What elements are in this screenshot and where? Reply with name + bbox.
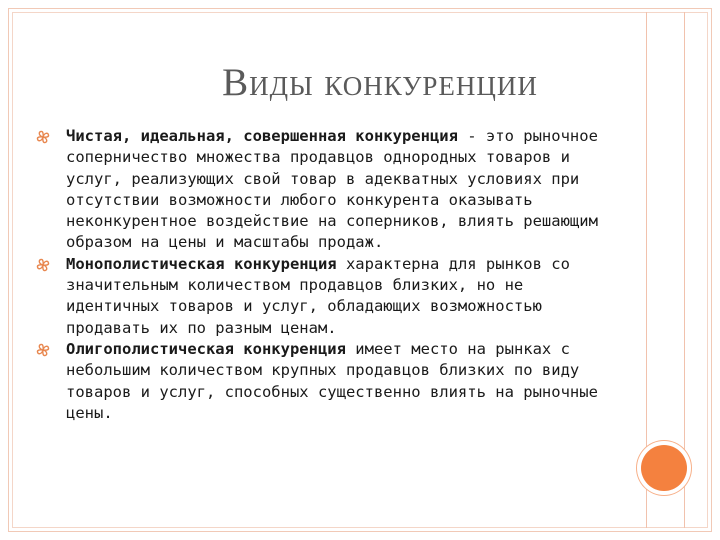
- definition-text: - это рыночное соперничество множества продавцов однородных товаров и услуг, реализующих свой товар в адекватных условиях при отсутствии возможности любого конкурента оказывать неконкурентное воздействие на соперников, влиять решающим образом на цены и масштабы продаж.: [66, 127, 598, 252]
- hollow-flower-bullet-icon: [36, 130, 50, 144]
- hollow-flower-bullet-icon: [36, 258, 50, 272]
- term-label: Монополистическая конкуренция: [66, 254, 337, 273]
- list-item: [36, 254, 620, 339]
- term-label: Олигополистическая конкуренция: [66, 339, 346, 358]
- definition-text: имеет место на рынках с небольшим количеством крупных продавцов близких по виду товаров и услуг, способных существенно влиять на рыночные цены.: [66, 339, 598, 422]
- list-item: [36, 339, 620, 424]
- slide-title: Виды конкуренции: [222, 61, 538, 104]
- list-item: [36, 126, 620, 254]
- definition-text: характерна для рынков со значительным количеством продавцов близких, но не идентичных товаров и услуг, обладающих возможностью продавать их по разным ценам.: [66, 254, 570, 337]
- hollow-flower-bullet-icon: [36, 343, 50, 357]
- bullet-list: [36, 126, 620, 424]
- orange-circle-decor: [641, 445, 687, 491]
- term-label: Чистая, идеальная, совершенная конкуренция: [66, 127, 458, 145]
